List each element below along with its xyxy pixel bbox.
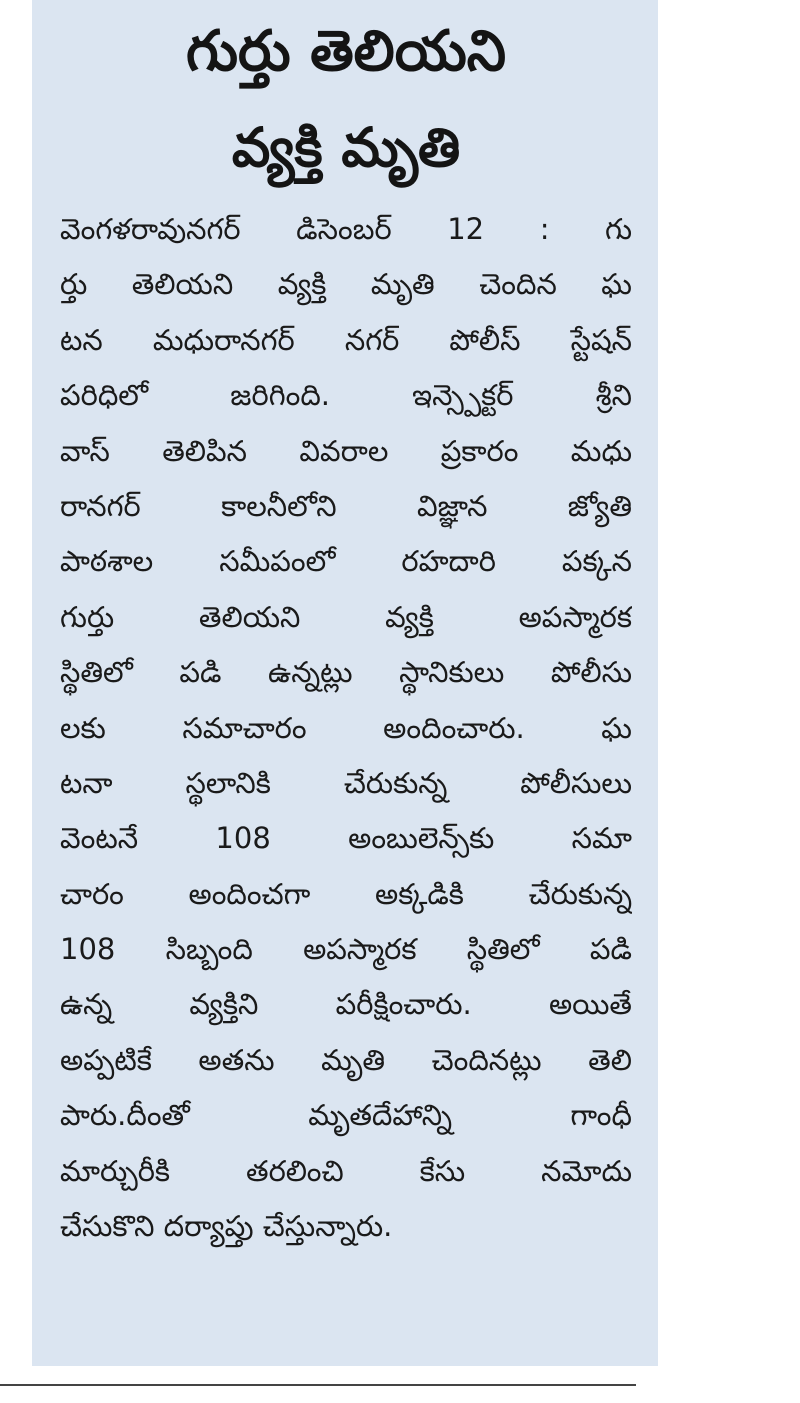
body-line: ర్తు తెలియని వ్యక్తి మృతి చెందిన ఘ xyxy=(60,267,632,302)
body-line: చారం అందించగా అక్కడికి చేరుకున్న xyxy=(60,876,632,911)
body-line: వెంటనే 108 అంబులెన్స్‌కు సమా xyxy=(60,821,632,856)
body-line: చేసుకొని దర్యాప్తు చేస్తున్నారు. xyxy=(60,1209,393,1244)
body-line: రానగర్ కాలనీలోని విజ్ఞాన జ్యోతి xyxy=(60,488,632,523)
body-line: పాఠశాల సమీపంలో రహదారి పక్కన xyxy=(60,544,632,579)
body-line: పరిధిలో జరిగింది. ఇన్స్పెక్టర్ శ్రీని xyxy=(60,378,632,413)
body-line: టన మధురానగర్ నగర్ పోలీస్ స్టేషన్ xyxy=(60,322,632,357)
column-divider-rule xyxy=(0,1384,636,1386)
body-line: స్థితిలో పడి ఉన్నట్లు స్థానికులు పోలీసు xyxy=(60,655,632,690)
body-line: లకు సమాచారం అందించారు. ఘ xyxy=(60,710,632,745)
body-line: ఉన్న వ్యక్తిని పరీక్షించారు. అయితే xyxy=(60,987,632,1022)
news-article xyxy=(32,0,658,1366)
body-line: టనా స్థలానికి చేరుకున్న పోలీసులు xyxy=(60,765,632,800)
headline xyxy=(60,4,632,196)
body-line: 108 సిబ్బంది అపస్మారక స్థితిలో పడి xyxy=(60,932,632,967)
article-body xyxy=(60,202,632,1254)
headline-line-2: వ్యక్తి మృతి xyxy=(231,116,461,179)
headline-line-1: గుర్తు తెలియని xyxy=(185,19,507,84)
body-line: వెంగళరావునగర్ డిసెంబర్ 12 : గు xyxy=(60,212,632,246)
body-line: మార్చురీకి తరలించి కేసు నమోదు xyxy=(60,1153,632,1188)
body-line: గుర్తు తెలియని వ్యక్తి అపస్మారక xyxy=(60,599,632,634)
body-line: అప్పటికే అతను మృతి చెందినట్లు తెలి xyxy=(60,1042,632,1077)
body-line: పారు.దీంతో మృతదేహాన్ని గాంధీ xyxy=(60,1098,632,1133)
body-line: వాస్ తెలిపిన వివరాల ప్రకారం మధు xyxy=(60,433,632,468)
